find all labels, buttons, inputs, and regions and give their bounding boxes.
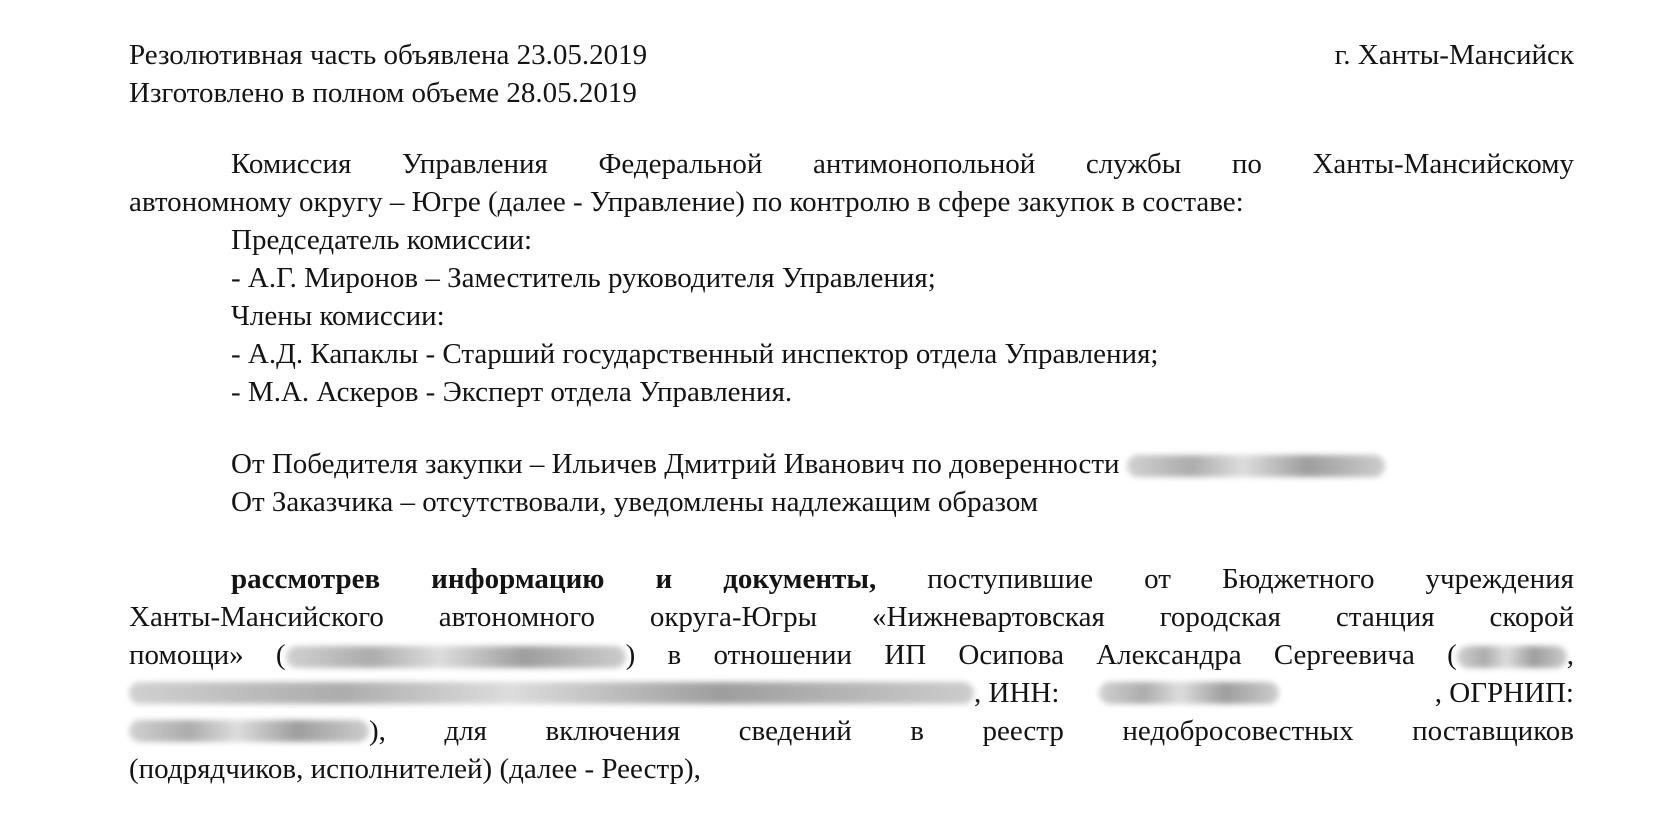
considering-line-3-b: ) в отношении ИП Осипова Александра Сергеевича (	[625, 639, 1457, 671]
city-label: г. Ханты-Мансийск	[1334, 39, 1574, 71]
considering-line-5	[129, 712, 1574, 750]
redacted-customer-details	[286, 646, 626, 668]
redacted-ogrnip	[129, 720, 369, 742]
member-1: - А.Д. Капаклы - Старший государственный инспектор отдела Управления;	[231, 338, 1159, 370]
redacted-entrepreneur-short	[1457, 646, 1567, 668]
chair-label: Председатель комиссии:	[231, 224, 533, 256]
customer-representative: От Заказчика – отсутствовали, уведомлены надлежащим образом	[231, 486, 1039, 518]
ogrnip-label: , ОГРНИП:	[1434, 677, 1574, 709]
considering-line-3-c: ,	[1566, 639, 1575, 671]
header-dates	[129, 36, 647, 112]
considering-line-1-rest: поступившие от Бюджетного учреждения	[876, 563, 1574, 595]
considering-line-5-text: ), для включения сведений в реестр недобросовестных поставщиков	[369, 715, 1574, 747]
resolution-date-line: Резолютивная часть объявлена 23.05.2019	[129, 39, 648, 71]
commission-intro-line-2: автономному округу – Югре (далее - Управление) по контролю в сфере закупок в составе:	[129, 186, 1244, 218]
considering-line-4	[129, 674, 1574, 712]
considering-section	[129, 560, 1574, 788]
considering-line-3	[129, 636, 1574, 674]
commission-intro-line-1: Комиссия Управления Федеральной антимонопольной службы по Ханты-Мансийскому	[231, 148, 1574, 180]
document-page	[129, 0, 1574, 833]
considering-line-1	[129, 560, 1574, 598]
considering-bold-lead: рассмотрев информацию и документы,	[231, 563, 877, 595]
member-2: - М.А. Аскеров - Эксперт отдела Управления.	[231, 376, 793, 408]
parties-section	[129, 445, 1574, 521]
redacted-power-of-attorney	[1127, 455, 1385, 477]
winner-representative	[129, 445, 1574, 483]
chair-member: - А.Г. Миронов – Заместитель руководителя Управления;	[231, 262, 936, 294]
considering-line-6: (подрядчиков, исполнителей) (далее - Реестр),	[129, 753, 701, 785]
commission-section	[129, 145, 1574, 411]
inn-label: , ИНН:	[974, 677, 1060, 709]
redacted-address	[129, 682, 974, 704]
members-label: Члены комиссии:	[231, 300, 445, 332]
document-header	[129, 36, 1574, 112]
considering-line-2: Ханты-Мансийского автономного округа-Югры «Нижневартовская городская станция скорой	[129, 601, 1574, 633]
considering-line-3-a: помощи» (	[129, 639, 286, 671]
winner-text: От Победителя закупки – Ильичев Дмитрий Иванович по доверенности	[231, 448, 1120, 480]
full-text-date-line: Изготовлено в полном объеме 28.05.2019	[129, 77, 637, 109]
redacted-inn	[1099, 682, 1279, 704]
